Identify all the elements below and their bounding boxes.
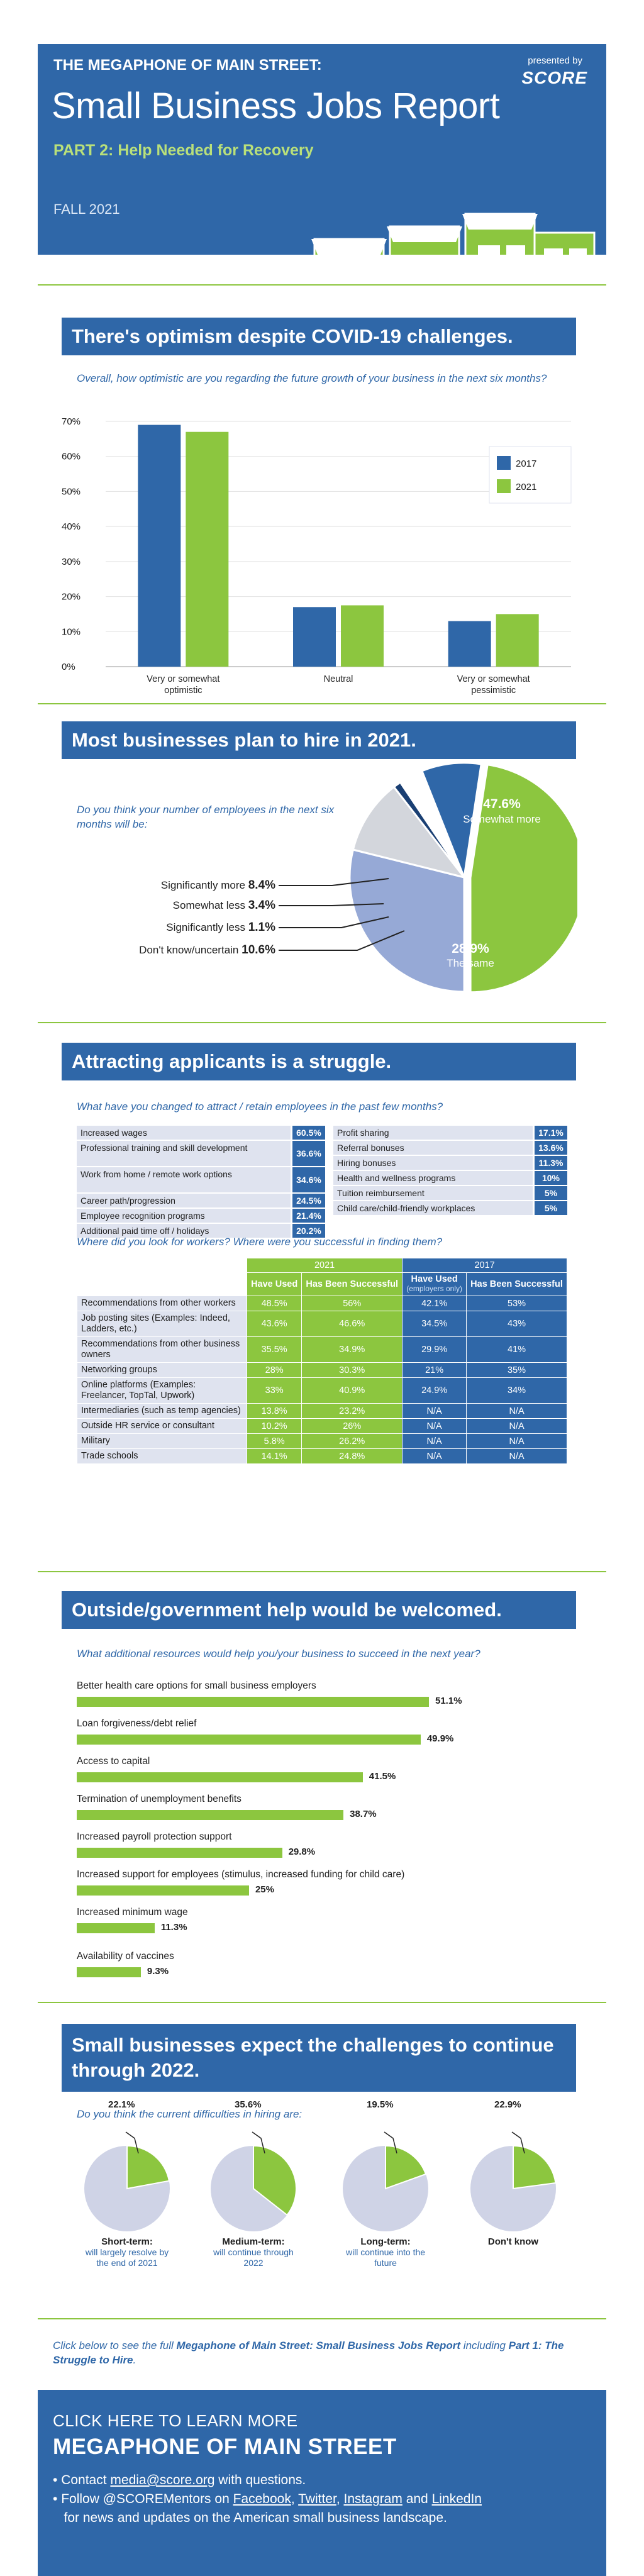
- table-row: [77, 1449, 567, 1464]
- x-tick-label: optimistic: [164, 686, 203, 696]
- cell-value: N/A: [402, 1404, 467, 1419]
- svg-text:Significantly less 1.1%: [166, 921, 275, 934]
- row-value: 5%: [535, 1201, 567, 1215]
- row-value: 34.6%: [292, 1167, 325, 1192]
- year-header-2017: 2017: [402, 1258, 567, 1273]
- cell-value: 40.9%: [302, 1378, 402, 1404]
- pie-caption-desc: will continue through 2022: [213, 2247, 294, 2268]
- table-row: [77, 1337, 567, 1363]
- cell-value: 43%: [467, 1311, 567, 1337]
- question-difficulties: Do you think the current difficulties in hiring are:: [77, 2108, 303, 2120]
- section-heading-challenges: Small businesses expect the challenges to continue through 2022.: [62, 2024, 576, 2092]
- cell-value: 35%: [467, 1363, 567, 1378]
- pie-label-more-pct: 47.6%: [483, 797, 521, 811]
- cell-value: 56%: [302, 1296, 402, 1311]
- x-tick-label: Very or somewhat: [457, 674, 530, 684]
- pie-caption: [466, 2236, 560, 2247]
- cell-value: 21%: [402, 1363, 467, 1378]
- row-value: 20.2%: [292, 1224, 325, 1238]
- cell-value: 42.1%: [402, 1296, 467, 1311]
- resource-value: 38.7%: [350, 1809, 377, 1819]
- row-label: Work from home / remote work options: [77, 1167, 291, 1192]
- resource-label: Termination of unemployment benefits: [77, 1794, 242, 1804]
- question-hiring: Do you think your number of employees in the next six months will be:: [77, 804, 335, 830]
- row-label: Career path/progression: [77, 1194, 291, 1208]
- y-tick-label: 50%: [62, 486, 81, 497]
- cell-value: 24.9%: [402, 1378, 467, 1404]
- resource-value: 41.5%: [369, 1771, 396, 1782]
- pie-caption-title: Medium-term:: [222, 2236, 285, 2247]
- instagram-link[interactable]: Instagram: [343, 2492, 402, 2506]
- pie-label-same-pct: 28.9%: [452, 941, 489, 956]
- row-value: 24.5%: [292, 1194, 325, 1208]
- part1-link[interactable]: Part 1: The Struggle to Hire: [53, 2340, 564, 2366]
- pie-slice: [513, 2146, 555, 2189]
- table-row: [77, 1419, 567, 1434]
- table-row: [333, 1126, 567, 1140]
- row-label: Recommendations from other workers: [77, 1296, 247, 1311]
- y-tick-label: 40%: [62, 521, 81, 533]
- resource-bar: [77, 1772, 363, 1782]
- row-label: Job posting sites (Examples: Indeed, Ladders, etc.): [77, 1311, 247, 1337]
- col-successful-2021: Has Been Successful: [302, 1273, 402, 1296]
- changes-table-right: [333, 1126, 567, 1216]
- pie-percent: 22.1%: [108, 2099, 135, 2110]
- resource-label: Loan forgiveness/debt relief: [77, 1718, 197, 1729]
- difficulty-pie: [329, 2126, 442, 2245]
- y-tick-label: 70%: [62, 416, 81, 427]
- divider: [38, 2318, 606, 2319]
- cell-value: N/A: [402, 1434, 467, 1449]
- bar-2017: [293, 607, 336, 667]
- bar-2017: [448, 621, 491, 667]
- hiring-pie-chart: [62, 739, 577, 1013]
- row-label: Online platforms (Examples: Freelancer, TopTal, Upwork): [77, 1378, 247, 1404]
- facebook-link[interactable]: Facebook: [233, 2492, 291, 2506]
- pie-caption-desc: will continue into the future: [345, 2247, 426, 2268]
- header-season: FALL 2021: [53, 201, 120, 217]
- report-header: [38, 44, 606, 255]
- presented-by-label: presented by: [528, 55, 582, 66]
- table-row: [333, 1201, 567, 1215]
- x-tick-label: Neutral: [323, 674, 353, 684]
- table-row: [77, 1209, 325, 1223]
- table-row: [333, 1186, 567, 1200]
- difficulty-pie: [197, 2126, 310, 2245]
- row-label: Tuition reimbursement: [333, 1186, 533, 1200]
- footer-brand: MEGAPHONE OF MAIN STREET: [53, 2434, 397, 2459]
- divider: [38, 1571, 606, 1572]
- hire-label: Significantly more: [160, 879, 245, 891]
- pie-slice: [127, 2146, 169, 2189]
- y-tick-label: 10%: [62, 626, 81, 638]
- cell-value: 34%: [467, 1378, 567, 1404]
- row-value: 21.4%: [292, 1209, 325, 1223]
- resource-bar: [77, 1735, 421, 1745]
- report-link[interactable]: Megaphone of Main Street: Small Business Jobs Report: [176, 2340, 461, 2351]
- table-row: [77, 1404, 567, 1419]
- cell-value: 13.8%: [247, 1404, 302, 1419]
- changes-table-left: [77, 1126, 325, 1239]
- row-label: Employee recognition programs: [77, 1209, 291, 1223]
- y-tick-label: 30%: [62, 556, 81, 567]
- cell-value: 53%: [467, 1296, 567, 1311]
- resource-label: Availability of vaccines: [77, 1951, 174, 1962]
- resource-value: 51.1%: [435, 1696, 462, 1706]
- col-have-used-2017: Have Used (employers only): [402, 1273, 467, 1296]
- row-value: 11.3%: [535, 1156, 567, 1170]
- col-successful-2017: Has Been Successful: [467, 1273, 567, 1296]
- resource-value: 49.9%: [426, 1733, 454, 1744]
- optimism-bar-chart: [62, 415, 577, 711]
- cell-value: 41%: [467, 1337, 567, 1363]
- footer-cta[interactable]: [38, 2390, 606, 2576]
- pie-label-more: Somewhat more: [463, 813, 541, 825]
- row-label: Profit sharing: [333, 1126, 533, 1140]
- row-label: Increased wages: [77, 1126, 291, 1140]
- resource-value: 11.3%: [160, 1922, 187, 1933]
- pie-caption-desc: will largely resolve by the end of 2021: [85, 2247, 169, 2268]
- cell-value: 14.1%: [247, 1449, 302, 1464]
- twitter-link[interactable]: Twitter: [298, 2492, 336, 2506]
- row-label: Referral bonuses: [333, 1141, 533, 1155]
- pie-caption-title: Short-term:: [101, 2236, 153, 2247]
- cell-value: 34.5%: [402, 1311, 467, 1337]
- legend-swatch-2021: [497, 479, 511, 493]
- resource-bar: [77, 1848, 282, 1858]
- legend-label-2017: 2017: [516, 458, 537, 469]
- hire-pct: 1.1%: [248, 921, 275, 934]
- divider: [38, 2002, 606, 2003]
- cell-value: 30.3%: [302, 1363, 402, 1378]
- resource-bar: [77, 1697, 429, 1707]
- resource-label: Better health care options for small business employers: [77, 1680, 316, 1691]
- resource-bar: [77, 1810, 343, 1820]
- resource-value: 9.3%: [147, 1966, 169, 1977]
- cell-value: N/A: [467, 1449, 567, 1464]
- hire-pct: 3.4%: [248, 899, 275, 912]
- page-title: Small Business Jobs Report: [52, 86, 500, 126]
- resource-bar: [77, 1967, 141, 1977]
- svg-text:Significantly more 8.4%: [161, 879, 275, 892]
- table-row: [77, 1311, 567, 1337]
- header-kicker: THE MEGAPHONE OF MAIN STREET:: [53, 57, 322, 74]
- table-row: [77, 1194, 325, 1208]
- table-header-row: [77, 1273, 567, 1296]
- cell-value: 26.2%: [302, 1434, 402, 1449]
- cell-value: N/A: [402, 1419, 467, 1434]
- row-label: Additional paid time off / holidays: [77, 1224, 291, 1238]
- resource-label: Increased minimum wage: [77, 1907, 188, 1918]
- row-label: Trade schools: [77, 1449, 247, 1464]
- cell-value: N/A: [467, 1404, 567, 1419]
- where-looked-table: [77, 1258, 567, 1464]
- row-value: 10%: [535, 1171, 567, 1185]
- pie-percent: 19.5%: [367, 2099, 394, 2110]
- linkedin-link[interactable]: LinkedIn: [431, 2492, 482, 2506]
- resource-bar: [77, 1923, 155, 1933]
- svg-text:Somewhat less 3.4%: [173, 899, 275, 912]
- row-value: 5%: [535, 1186, 567, 1200]
- row-label: Networking groups: [77, 1363, 247, 1378]
- difficulty-pie: [70, 2126, 184, 2245]
- contact-item: • Contact media@score.org with questions.: [53, 2471, 591, 2490]
- bar-2021: [341, 606, 384, 667]
- legend-box: [489, 447, 571, 503]
- pie-percent: 22.9%: [494, 2099, 521, 2110]
- y-tick-label: 60%: [62, 451, 81, 462]
- resource-value: 29.8%: [288, 1846, 316, 1857]
- row-label: Professional training and skill development: [77, 1141, 291, 1166]
- cell-value: 33%: [247, 1378, 302, 1404]
- cell-value: 28%: [247, 1363, 302, 1378]
- cell-value: 23.2%: [302, 1404, 402, 1419]
- follow-item: • Follow @SCOREMentors on Facebook, Twitter, Instagram and LinkedIn for news and updates on the American small business landscape.: [53, 2490, 591, 2528]
- hire-label: Somewhat less: [172, 899, 245, 911]
- pie-percent: 35.6%: [235, 2099, 262, 2110]
- bar-2021: [496, 614, 539, 667]
- cell-value: 35.5%: [247, 1337, 302, 1363]
- cell-value: 10.2%: [247, 1419, 302, 1434]
- pie-caption: [338, 2236, 433, 2268]
- table-row: [333, 1156, 567, 1170]
- cell-value: 43.6%: [247, 1311, 302, 1337]
- pie-label-same: The same: [447, 957, 494, 969]
- legend-label-2021: 2021: [516, 482, 537, 492]
- bar-2021: [186, 432, 228, 667]
- cell-value: 29.9%: [402, 1337, 467, 1363]
- resource-label: Increased support for employees (stimulus, increased funding for child care): [77, 1869, 405, 1880]
- table-row: [333, 1141, 567, 1155]
- storefronts-illustration: [302, 201, 597, 255]
- question-where-looked: Where did you look for workers? Where were you successful in finding them?: [77, 1236, 443, 1248]
- cell-value: 26%: [302, 1419, 402, 1434]
- table-row: [333, 1171, 567, 1185]
- learn-more-link[interactable]: CLICK HERE TO LEARN MORE: [53, 2411, 298, 2430]
- divider: [38, 284, 606, 286]
- resource-label: Increased payroll protection support: [77, 1831, 232, 1842]
- row-label: Outside HR service or consultant: [77, 1419, 247, 1434]
- hire-label: Don't know/uncertain: [139, 944, 239, 956]
- resource-label: Access to capital: [77, 1756, 150, 1767]
- year-header-2021: 2021: [247, 1258, 402, 1273]
- resource-value: 25%: [255, 1884, 274, 1895]
- resource-bar: [77, 1885, 249, 1896]
- hire-pct: 10.6%: [242, 943, 275, 957]
- divider: [38, 703, 606, 704]
- cell-value: N/A: [402, 1449, 467, 1464]
- row-label: Intermediaries (such as temp agencies): [77, 1404, 247, 1419]
- table-row: [77, 1141, 325, 1166]
- table-row: [77, 1126, 325, 1140]
- svg-text:Don't know/uncertain 10.6%: [139, 943, 275, 957]
- cell-value: 34.9%: [302, 1337, 402, 1363]
- table-header-row: [77, 1258, 567, 1273]
- row-value: 17.1%: [535, 1126, 567, 1140]
- table-row: [77, 1363, 567, 1378]
- x-tick-label: Very or somewhat: [147, 674, 220, 684]
- legend-swatch-2017: [497, 456, 511, 470]
- footer-contact-list: [53, 2471, 591, 2528]
- section-heading-optimism: There's optimism despite COVID-19 challenges.: [62, 318, 576, 355]
- row-value: 60.5%: [292, 1126, 325, 1140]
- table-row: [77, 1167, 325, 1192]
- footer-note: Click below to see the full Megaphone of Main Street: Small Business Jobs Report including Part 1: The Struggle to Hire.: [53, 2340, 564, 2366]
- cell-value: N/A: [467, 1434, 567, 1449]
- row-label: Health and wellness programs: [333, 1171, 533, 1185]
- difficulty-pie: [457, 2126, 570, 2245]
- section-heading-applicants: Attracting applicants is a struggle.: [62, 1043, 576, 1080]
- question-changes: What have you changed to attract / retain employees in the past few months?: [77, 1101, 443, 1113]
- pie-caption-title: Long-term:: [360, 2236, 411, 2247]
- question-optimism: Overall, how optimistic are you regarding the future growth of your business in the next six months?: [77, 372, 547, 384]
- cell-value: 24.8%: [302, 1449, 402, 1464]
- table-row: [77, 1434, 567, 1449]
- cell-value: 48.5%: [247, 1296, 302, 1311]
- score-logo: SCORE: [521, 68, 587, 87]
- pie-caption: [80, 2236, 174, 2268]
- x-tick-label: pessimistic: [471, 686, 516, 696]
- row-label: Child care/child-friendly workplaces: [333, 1201, 533, 1215]
- table-row: [77, 1296, 567, 1311]
- cell-value: 5.8%: [247, 1434, 302, 1449]
- email-link[interactable]: media@score.org: [110, 2473, 215, 2487]
- pie-caption-title: Don't know: [487, 2236, 539, 2247]
- section-heading-help: Outside/government help would be welcomed.: [62, 1591, 576, 1629]
- divider: [38, 1022, 606, 1023]
- col-have-used-2021: Have Used: [247, 1273, 302, 1296]
- hire-label: Significantly less: [166, 921, 245, 933]
- row-label: Hiring bonuses: [333, 1156, 533, 1170]
- section-heading-hiring: Most businesses plan to hire in 2021.: [62, 721, 576, 759]
- header-subtitle: PART 2: Help Needed for Recovery: [53, 142, 314, 159]
- row-value: 36.6%: [292, 1141, 325, 1166]
- y-tick-label: 0%: [62, 662, 75, 672]
- row-label: Military: [77, 1434, 247, 1449]
- row-value: 13.6%: [535, 1141, 567, 1155]
- cell-value: 46.6%: [302, 1311, 402, 1337]
- pie-caption: [206, 2236, 301, 2268]
- question-resources: What additional resources would help you/your business to succeed in the next year?: [77, 1648, 480, 1660]
- hire-pct: 8.4%: [248, 879, 275, 892]
- bar-2017: [138, 425, 180, 667]
- row-label: Recommendations from other business owners: [77, 1337, 247, 1363]
- table-row: [77, 1378, 567, 1404]
- y-tick-label: 20%: [62, 591, 81, 602]
- cell-value: N/A: [467, 1419, 567, 1434]
